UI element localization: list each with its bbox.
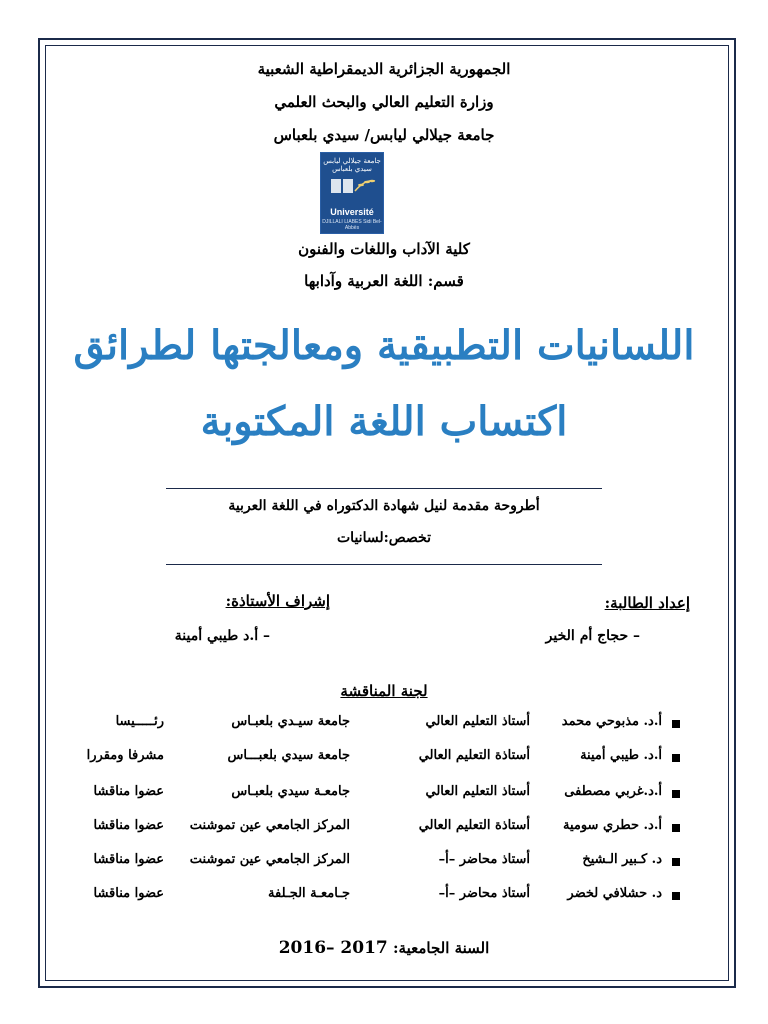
student-name: – حجاج أم الخير: [545, 628, 640, 644]
thesis-title-line1: اللسانيات التطبيقية ومعالجتها لطرائق: [73, 322, 695, 369]
bullet-icon: [672, 790, 680, 798]
committee-title: لجنة المناقشة: [340, 682, 428, 700]
republic-line: الجمهورية الجزائرية الديمقراطية الشعبية: [257, 60, 511, 78]
member-institution: المركز الجامعي عين تموشنت: [189, 818, 350, 833]
supervisor-label: إشراف الأستاذة:: [225, 592, 330, 610]
thesis-title-line2: اكتساب اللغة المكتوبة: [200, 398, 568, 445]
member-institution: جامعة سيدي بلعبـــاس: [227, 748, 350, 763]
academic-year: [0, 938, 768, 958]
bullet-icon: [672, 858, 680, 866]
member-name: د. حشلافي لخضر: [567, 886, 662, 901]
top-divider: [166, 488, 602, 489]
member-rank: أستاذة التعليم العالي: [418, 818, 530, 833]
bullet-icon: [672, 824, 680, 832]
olive-branch-icon: [329, 175, 377, 197]
logo-subtitle: DJILLALI LIABES Sidi Bel-Abbès: [322, 219, 382, 231]
committee-row: [60, 852, 680, 874]
committee-row: [60, 784, 680, 806]
committee-row: [60, 818, 680, 840]
thesis-description: أطروحة مقدمة لنيل شهادة الدكتوراه في اللغة العربية: [228, 498, 540, 514]
member-role: عضوا مناقشا: [93, 818, 164, 833]
member-rank: أستاذ التعليم العالي: [425, 714, 530, 729]
member-institution: جامعـة سيدي بلعبـاس: [231, 784, 350, 799]
supervisor-name: – أ.د طيبي أمينة: [174, 628, 270, 644]
member-institution: جـامعـة الجـلفة: [268, 886, 350, 901]
member-name: أ.د.غربي مصطفى: [564, 784, 662, 799]
committee-row: [60, 714, 680, 736]
bottom-divider: [166, 564, 602, 565]
member-role: عضوا مناقشا: [93, 852, 164, 867]
member-rank: أستاذة التعليم العالي: [418, 748, 530, 763]
bullet-icon: [672, 892, 680, 900]
member-name: أ.د. طيبي أمينة: [580, 748, 662, 763]
member-name: أ.د. حطري سومية: [562, 818, 662, 833]
student-label: إعداد الطالبة:: [604, 594, 690, 612]
ministry-line: وزارة التعليم العالي والبحث العلمي: [274, 93, 494, 111]
university-logo: [320, 152, 384, 234]
committee-row: [60, 748, 680, 770]
university-line: جامعة جيلالي ليابس/ سيدي بلعباس: [273, 126, 495, 144]
member-role: عضوا مناقشا: [93, 886, 164, 901]
logo-arabic-text: جامعة جيلالي ليابس سيدي بلعباس: [323, 157, 381, 173]
member-role: عضوا مناقشا: [93, 784, 164, 799]
committee-row: [60, 886, 680, 908]
member-institution: جامعة سيـدي بلعبـاس: [231, 714, 350, 729]
member-role: رئـــــيسا: [115, 714, 164, 729]
bullet-icon: [672, 754, 680, 762]
member-name: د. كـبير الـشيخ: [582, 852, 662, 867]
department-name: قسم: اللغة العربية وآدابها: [304, 272, 464, 290]
academic-year-value: 2016– 2017: [278, 938, 388, 958]
logo-name: Université: [330, 207, 374, 217]
member-rank: أستاذ محاضر –أ–: [438, 852, 530, 867]
member-name: أ.د. مذبوحي محمد: [561, 714, 662, 729]
member-institution: المركز الجامعي عين تموشنت: [189, 852, 350, 867]
academic-year-label: السنة الجامعية:: [393, 939, 490, 957]
member-role: مشرفا ومقررا: [86, 748, 164, 763]
thesis-specialty: تخصص:لسانيات: [337, 530, 431, 546]
faculty-name: كلية الآداب واللغات والفنون: [298, 240, 470, 258]
member-rank: أستاذ محاضر –أ–: [438, 886, 530, 901]
member-rank: أستاذ التعليم العالي: [425, 784, 530, 799]
bullet-icon: [672, 720, 680, 728]
